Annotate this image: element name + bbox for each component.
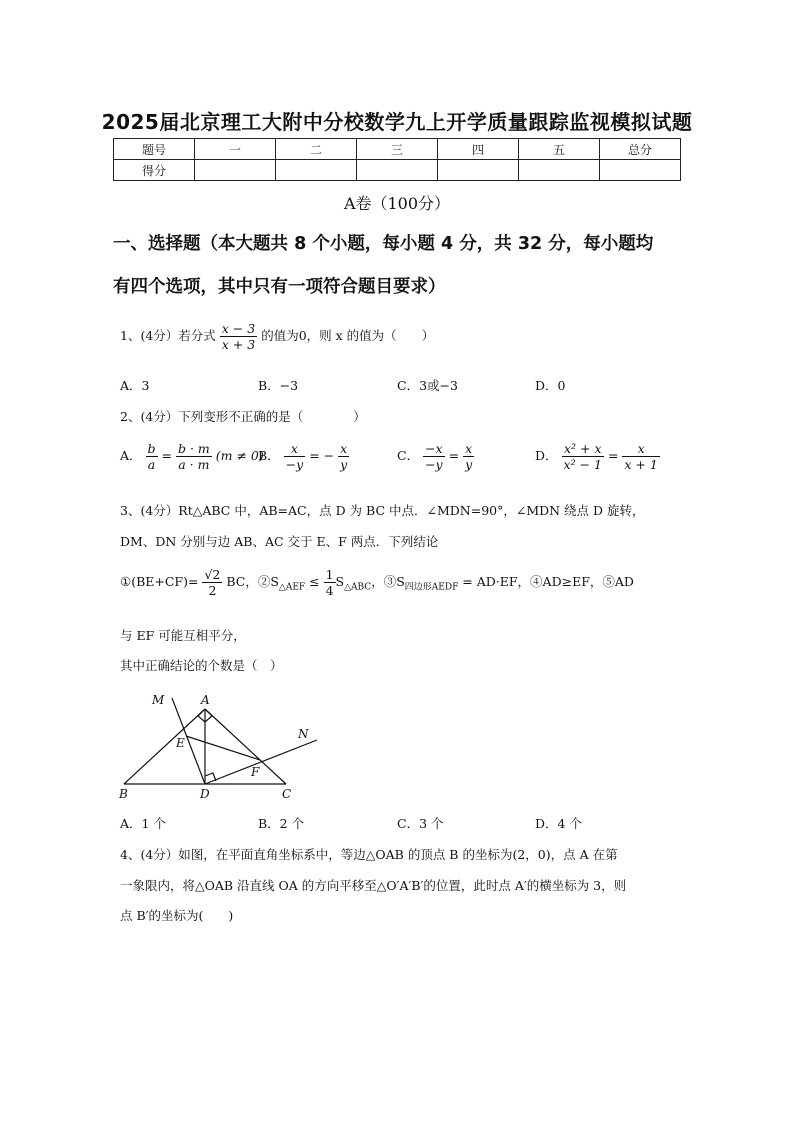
table-header-cell: 三 (357, 139, 438, 160)
fraction-numerator: x − 3 (221, 321, 256, 336)
fraction (176, 441, 212, 472)
question-3-line1: 3、(4分）Rt△ABC 中，AB=AC，点 D 为 BC 中点．∠MDN=90°，∠MDN 绕点 D 旋转， (120, 503, 645, 518)
fraction-numerator: x (622, 441, 659, 457)
conclusion-1-prefix: ①(BE+CF)= (120, 574, 199, 589)
fraction (423, 441, 445, 472)
option-a[interactable]: A．3 (120, 378, 150, 393)
fraction-denominator: a (147, 457, 156, 472)
option-b[interactable] (258, 441, 349, 472)
table-row (114, 139, 681, 160)
fraction (338, 441, 349, 472)
label-e: E (176, 736, 185, 750)
table-header-cell: 四 (438, 139, 519, 160)
subscript: 四边形AEDF (404, 582, 459, 593)
subscript: △ABC (344, 582, 372, 593)
option-a[interactable]: A．1 个 (120, 816, 166, 831)
volume-heading: A卷（100分） (343, 194, 451, 213)
question-3-line5: 其中正确结论的个数是（ ） (120, 658, 283, 673)
question-4-line3: 点 B′的坐标为( ) (120, 908, 234, 923)
fraction (622, 441, 659, 472)
table-header-cell: 题号 (114, 139, 195, 160)
option-label: B． (258, 448, 280, 463)
fraction-denominator: x + 3 (221, 337, 256, 352)
fraction-numerator: x (340, 441, 348, 456)
option-label: A． (120, 448, 142, 463)
question-3-line4: 与 EF 可能互相平分， (120, 628, 246, 643)
table-row-label: 得分 (114, 160, 195, 181)
table-header-cell: 二 (276, 139, 357, 160)
question-2: 2、(4分）下列变形不正确的是（ ） (120, 409, 366, 424)
score-cell[interactable] (276, 160, 357, 181)
table-header-cell: 一 (195, 139, 276, 160)
fraction-denominator: 2 (208, 583, 217, 598)
question-1 (120, 321, 685, 352)
fraction-numerator: x (465, 441, 473, 456)
score-cell[interactable] (195, 160, 276, 181)
geometry-figure (110, 688, 330, 803)
subscript: △AEF (278, 582, 306, 593)
fraction (324, 567, 336, 598)
option-c[interactable]: C．3或−3 (397, 378, 458, 393)
ray-dn (205, 740, 317, 784)
area-symbol: S (335, 574, 345, 589)
fraction (463, 441, 474, 472)
score-cell[interactable] (357, 160, 438, 181)
fraction-numerator: x² + x (562, 441, 604, 457)
option-d[interactable]: D．4 个 (535, 816, 582, 831)
fraction-denominator: x² − 1 (563, 457, 602, 472)
question-1-prefix: 1、(4分）若分式 (120, 328, 216, 343)
score-cell[interactable] (519, 160, 600, 181)
conclusion-1-suffix: BC，②S (226, 574, 279, 589)
option-b[interactable]: B．−3 (258, 378, 299, 393)
condition: (m ≠ 0) (215, 448, 264, 463)
score-cell[interactable] (600, 160, 681, 181)
segment-ab (124, 709, 205, 784)
fraction-denominator: y (465, 457, 473, 472)
fraction-denominator: 4 (325, 583, 334, 598)
table-header-cell: 总分 (600, 139, 681, 160)
fraction-numerator: b · m (177, 441, 210, 456)
label-b: B (119, 787, 128, 801)
table-header-cell: 五 (519, 139, 600, 160)
equals-sign: = (607, 448, 619, 463)
fraction-denominator: −y (425, 457, 443, 472)
score-cell[interactable] (438, 160, 519, 181)
fraction-numerator: √2 (204, 567, 221, 582)
fraction-numerator: 1 (325, 567, 334, 582)
section-heading-line2: 有四个选项，其中只有一项符合题目要求） (113, 277, 446, 297)
question-3-line2: DM、DN 分别与边 AB、AC 交于 E、F 两点．下列结论 (120, 534, 439, 549)
question-1-suffix: 的值为0，则 x 的值为（ ） (261, 328, 435, 343)
fraction-numerator: b (147, 441, 156, 456)
label-a: A (201, 693, 210, 707)
label-n: N (298, 727, 309, 741)
score-table (113, 138, 681, 181)
label-d: D (200, 787, 210, 801)
question-4-line1: 4、(4分）如图，在平面直角坐标系中，等边△OAB 的顶点 B 的坐标为(2，0)，点 A 在第 (120, 847, 618, 862)
label-c: C (282, 787, 292, 801)
option-b[interactable]: B．2 个 (258, 816, 305, 831)
option-a[interactable] (120, 441, 264, 472)
fraction-numerator: x (284, 441, 306, 457)
le-sign: ≤ (305, 574, 324, 589)
fraction-denominator: x + 1 (624, 457, 658, 472)
equals-minus: = − (309, 448, 335, 463)
option-c[interactable] (397, 441, 474, 472)
option-label: C． (397, 448, 420, 463)
question-3-conclusions (120, 567, 685, 598)
table-row (114, 160, 681, 181)
fraction (202, 567, 222, 598)
question-1-fraction (220, 321, 257, 352)
option-label: D． (535, 448, 558, 463)
fraction-denominator: y (340, 457, 348, 472)
fraction (284, 441, 306, 472)
fraction (146, 441, 158, 472)
option-d[interactable]: D．0 (535, 378, 566, 393)
equals-sign: = (448, 448, 460, 463)
conclusion-3-prefix: ，③S (371, 574, 405, 589)
fraction-numerator: −x (423, 441, 445, 457)
fraction-denominator: −y (285, 457, 304, 472)
option-c[interactable]: C．3 个 (397, 816, 444, 831)
page-title: 2025届北京理工大附中分校数学九上开学质量跟踪监视模拟试题 (101, 110, 693, 134)
option-d[interactable] (535, 441, 660, 472)
fraction-denominator: a · m (178, 457, 210, 472)
conclusion-3-rest: = AD·EF，④AD≥EF，⑤AD (458, 574, 634, 589)
segment-ef (186, 736, 260, 760)
question-4-line2: 一象限内，将△OAB 沿直线 OA 的方向平移至△O′A′B′的位置，此时点 A′的横坐标为 3，则 (120, 878, 627, 893)
section-heading-line1: 一、选择题（本大题共 8 个小题，每小题 4 分，共 32 分，每小题均 (113, 234, 654, 254)
equals-sign: = (161, 448, 172, 463)
label-f: F (251, 765, 260, 779)
fraction (562, 441, 604, 472)
label-m: M (152, 693, 165, 707)
